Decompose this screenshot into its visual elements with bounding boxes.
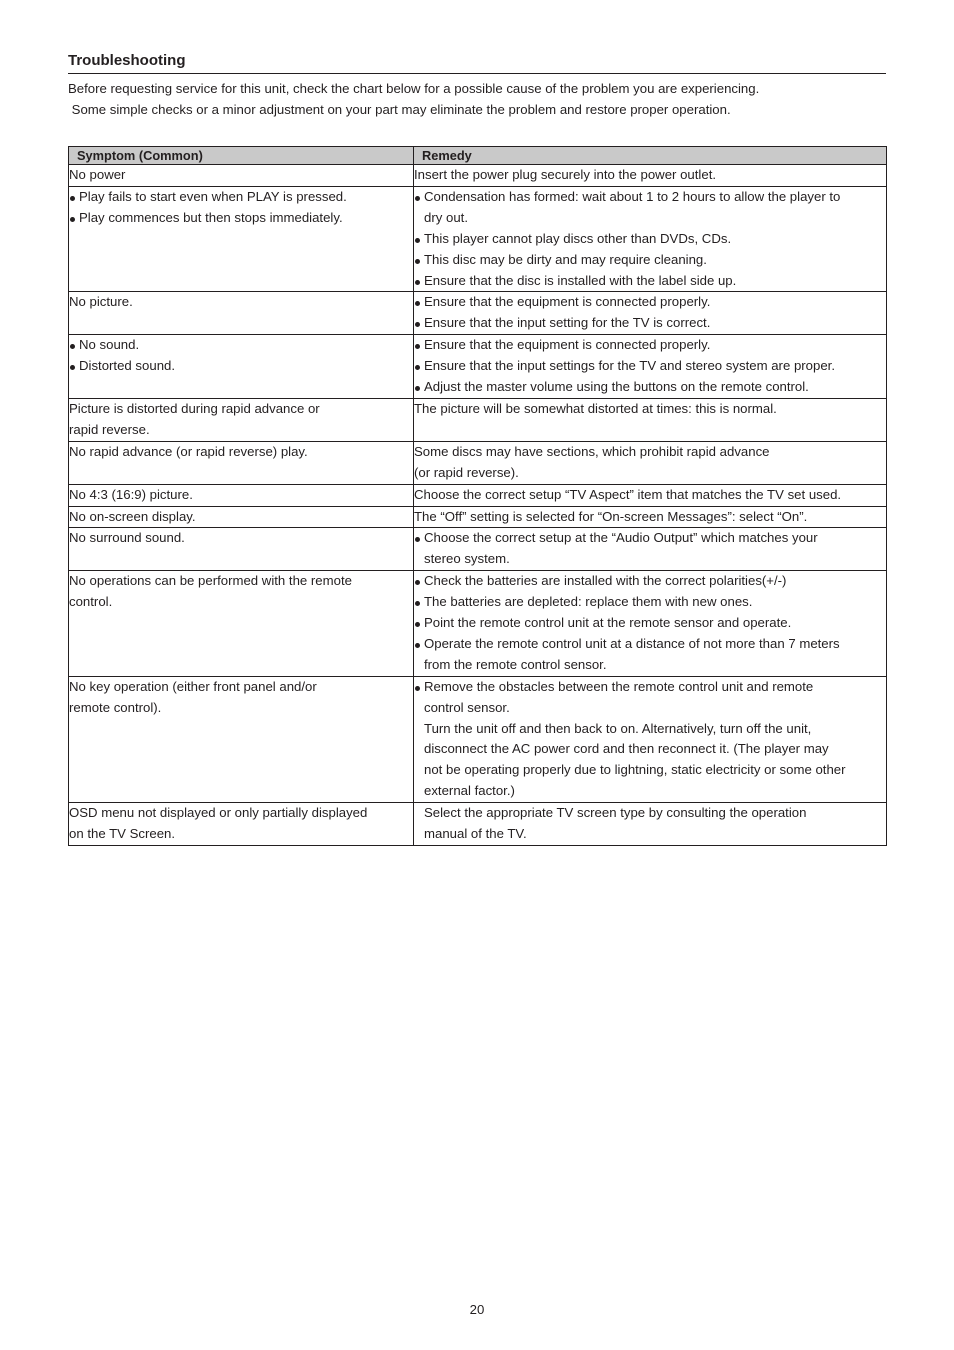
text-line: control.	[69, 594, 113, 610]
bullet-item: Play fails to start even when PLAY is pressed.	[69, 187, 413, 208]
text-line: No 4:3 (16:9) picture.	[69, 486, 193, 502]
text-line: No rapid advance (or rapid reverse) play.	[69, 443, 308, 459]
remedy-cell	[414, 335, 887, 399]
text-line: remote control).	[69, 699, 162, 715]
bullet-item: Ensure that the input setting for the TV is correct.	[414, 313, 886, 334]
table-row	[69, 165, 887, 187]
text-line: rapid reverse.	[69, 421, 150, 437]
text-line: not be operating properly due to lightning, static electricity or some other	[424, 762, 846, 778]
bullet-item: Operate the remote control unit at a distance of not more than 7 meters	[414, 634, 886, 655]
remedy-cell	[414, 441, 887, 484]
text-line: The “Off” setting is selected for “On-screen Messages”: select “On”.	[414, 508, 808, 524]
remedy-cell	[414, 292, 887, 335]
remedy-cell	[414, 165, 887, 187]
bullet-item: Adjust the master volume using the buttons on the remote control.	[414, 377, 886, 398]
symptom-column-header: Symptom (Common)	[69, 147, 414, 165]
text-line: external factor.)	[424, 783, 515, 799]
table-row	[69, 292, 887, 335]
text-line: stereo system.	[424, 551, 510, 567]
table-row	[69, 186, 887, 292]
intro-line: Some simple checks or a minor adjustment on your part may eliminate the problem and restore proper operation.	[68, 102, 731, 117]
troubleshooting-section	[68, 52, 886, 842]
bullet-item: Play commences but then stops immediately.	[69, 208, 413, 229]
section-heading: Troubleshooting	[68, 52, 886, 74]
symptom-cell	[69, 335, 414, 399]
text-line: disconnect the AC power cord and then reconnect it. (The player may	[424, 741, 829, 757]
intro-text	[68, 78, 886, 120]
remedy-cell	[414, 528, 887, 571]
text-line: Picture is distorted during rapid advance or	[69, 400, 320, 416]
table-row	[69, 803, 887, 846]
symptom-cell	[69, 484, 414, 506]
page-number: 20	[469, 1302, 485, 1317]
remedy-cell	[414, 186, 887, 292]
table-body	[69, 165, 887, 846]
text-line: (or rapid reverse).	[414, 464, 519, 480]
bullet-item: Ensure that the equipment is connected properly.	[414, 335, 886, 356]
text-line: No on-screen display.	[69, 508, 196, 524]
bullet-item: Ensure that the disc is installed with the label side up.	[414, 271, 886, 292]
bullet-item: Check the batteries are installed with the correct polarities(+/-)	[414, 571, 886, 592]
remedy-cell	[414, 676, 887, 802]
bullet-item: Remove the obstacles between the remote control unit and remote	[414, 677, 886, 698]
text-line: dry out.	[424, 209, 468, 225]
remedy-column-header: Remedy	[414, 147, 887, 165]
table-row	[69, 484, 887, 506]
table-row	[69, 528, 887, 571]
bullet-item: Point the remote control unit at the remote sensor and operate.	[414, 613, 886, 634]
text-line: Turn the unit off and then back to on. Alternatively, turn off the unit,	[424, 720, 812, 736]
remedy-cell	[414, 398, 887, 441]
symptom-cell	[69, 803, 414, 846]
symptom-cell	[69, 528, 414, 571]
text-line: Some discs may have sections, which prohibit rapid advance	[414, 443, 770, 459]
bullet-item: Condensation has formed: wait about 1 to 2 hours to allow the player to	[414, 187, 886, 208]
text-line: OSD menu not displayed or only partially displayed	[69, 805, 368, 821]
bullet-item: Ensure that the equipment is connected properly.	[414, 292, 886, 313]
text-line: No surround sound.	[69, 530, 185, 546]
text-line: No key operation (either front panel and/or	[69, 678, 317, 694]
troubleshooting-table	[68, 146, 887, 846]
bullet-item: This player cannot play discs other than DVDs, CDs.	[414, 229, 886, 250]
bullet-item: The batteries are depleted: replace them with new ones.	[414, 592, 886, 613]
symptom-cell	[69, 676, 414, 802]
symptom-cell	[69, 441, 414, 484]
text-line: from the remote control sensor.	[424, 656, 607, 672]
intro-line: Before requesting service for this unit, check the chart below for a possible cause of the problem you are experiencing.	[68, 81, 760, 96]
bullet-item: Distorted sound.	[69, 356, 413, 377]
symptom-cell	[69, 506, 414, 528]
text-line: Insert the power plug securely into the power outlet.	[414, 167, 717, 182]
text-line: on the TV Screen.	[69, 826, 176, 842]
table-row	[69, 398, 887, 441]
table-row	[69, 506, 887, 528]
bullet-item: This disc may be dirty and may require cleaning.	[414, 250, 886, 271]
remedy-cell	[414, 506, 887, 528]
symptom-cell	[69, 398, 414, 441]
table-row	[69, 441, 887, 484]
symptom-cell	[69, 165, 414, 187]
table-row	[69, 571, 887, 677]
text-line: Select the appropriate TV screen type by consulting the operation	[424, 805, 807, 821]
text-line: No operations can be performed with the remote	[69, 573, 352, 589]
symptom-cell	[69, 571, 414, 677]
remedy-cell	[414, 571, 887, 677]
table-row	[69, 335, 887, 399]
table-header-row	[69, 147, 887, 165]
text-line: control sensor.	[424, 699, 510, 715]
text-line: The picture will be somewhat distorted at times: this is normal.	[414, 400, 777, 416]
remedy-cell	[414, 803, 887, 846]
symptom-cell	[69, 292, 414, 335]
symptom-cell	[69, 186, 414, 292]
bullet-item: Choose the correct setup at the “Audio Output” which matches your	[414, 528, 886, 549]
bullet-item: Ensure that the input settings for the TV and stereo system are proper.	[414, 356, 886, 377]
remedy-cell	[414, 484, 887, 506]
text-line: No power	[69, 167, 126, 182]
text-line: No picture.	[69, 294, 133, 310]
text-line: Choose the correct setup “TV Aspect” item that matches the TV set used.	[414, 486, 842, 502]
table-row	[69, 676, 887, 802]
text-line: manual of the TV.	[424, 826, 527, 842]
bullet-item: No sound.	[69, 335, 413, 356]
